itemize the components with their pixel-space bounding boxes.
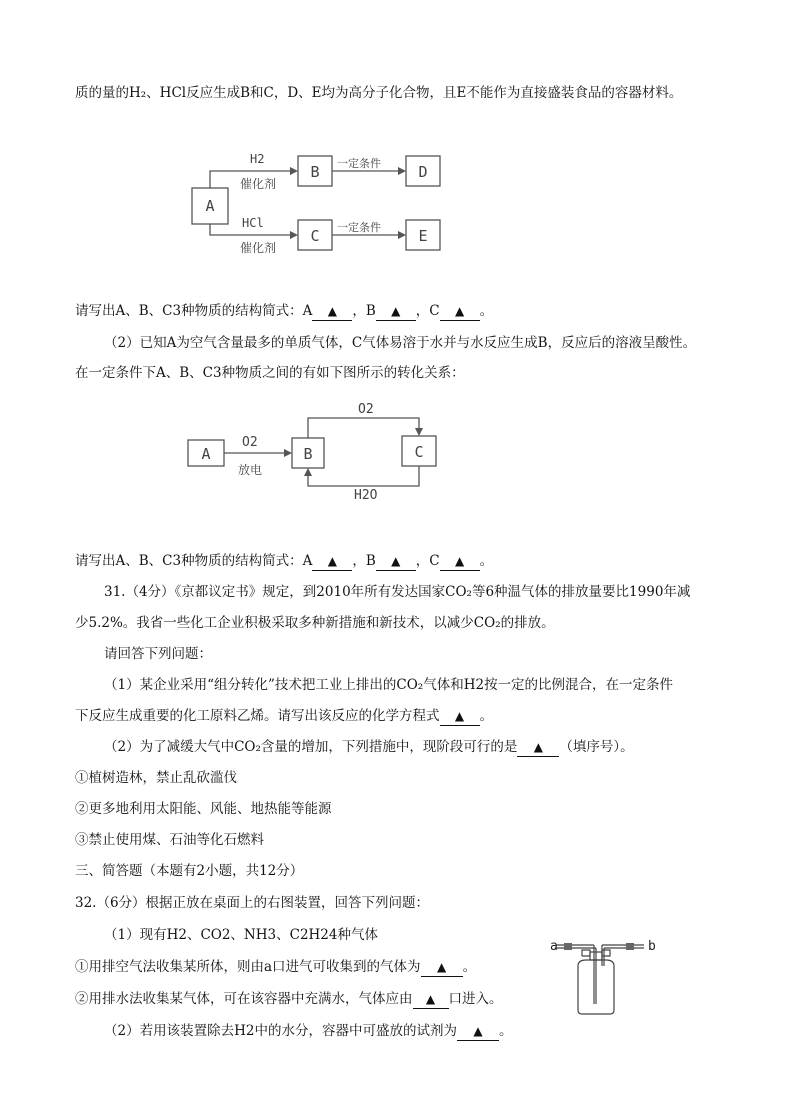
intro-text: 质的量的H₂、HCl反应生成B和C，D、E均为高分子化合物，且E不能作为直接盛装食品的容器材料。: [75, 85, 683, 101]
diagram2-discharge: 放电: [238, 463, 263, 477]
diagram1-condition-upper: 一定条件: [337, 157, 381, 170]
arrow-b-to-c: [308, 418, 419, 438]
part2-line1: （2）已知A为空气含量最多的单质气体，C气体易溶于水并与水反应生成B，反应后的溶液呈酸性。: [104, 335, 697, 351]
arrow-c-to-b: [308, 466, 419, 486]
diagram1-upper-reagent: H2: [250, 152, 265, 166]
port-a-label: a: [550, 939, 558, 954]
diagram1-node-a: A: [205, 197, 215, 215]
answer-blank: ▲: [517, 738, 559, 757]
diagram1-lower-reagent: HCl: [242, 216, 264, 230]
q31-option-2: ②更多地利用太阳能、风能、地热能等能源: [75, 801, 332, 817]
diagram1-node-d: D: [418, 163, 428, 181]
q2-answer-line: 请写出A、B、C3种物质的结构简式：A ▲ ，B ▲ ，C ▲ 。: [75, 553, 494, 569]
q31-line2: 少5.2%。我省一些化工企业积极采取多种新措施和新技术，以减少CO₂的排放。: [75, 615, 555, 631]
port-b-label: b: [648, 939, 656, 954]
q32-line3: ①用排空气法收集某所体，则由a口进气可收集到的气体为 ▲ 。: [75, 959, 477, 975]
diagram1-catalyst-lower: 催化剂: [240, 241, 277, 255]
diagram2-h2o: H2O: [354, 488, 378, 503]
q31-line5: 下反应生成重要的化工原料乙烯。请写出该反应的化学方程式 ▲ 。: [75, 708, 493, 724]
answer-blank: ▲: [312, 302, 352, 321]
answer-blank: ▲: [440, 707, 480, 726]
q31-line6: （2）为了减缓大气中CO₂含量的增加，下列措施中，现阶段可行的是 ▲ （填序号）。: [104, 739, 634, 755]
diagram2-node-a: A: [201, 445, 211, 463]
q31-line4: （1）某企业采用“组分转化”技术把工业上排出的CO₂气体和H2按一定的比例混合，在一定条件: [104, 677, 674, 693]
diagram2-o2-top: O2: [358, 402, 374, 417]
q31-option-1: ①植树造林，禁止乱砍滥伐: [75, 770, 237, 786]
q32-line2: （1）现有H2、CO2、NH3、C2H24种气体: [104, 927, 378, 943]
diagram2-node-b: B: [303, 445, 313, 463]
diagram1-node-b: B: [310, 163, 320, 181]
section3-heading: 三、简答题（本题有2小题，共12分）: [75, 863, 304, 879]
q1-answer-line: 请写出A、B、C3种物质的结构简式：A ▲ ，B ▲ ，C ▲ 。: [75, 303, 494, 319]
q32-line4: ②用排水法收集某气体，可在该容器中充满水，气体应由 ▲ 口进入。: [75, 991, 503, 1007]
diagram2-o2-left: O2: [242, 435, 258, 450]
diagram1-node-c: C: [310, 227, 320, 245]
answer-blank: ▲: [421, 958, 463, 977]
answer-blank: ▲: [376, 552, 416, 571]
q31-line3: 请回答下列问题：: [104, 646, 212, 662]
diagram1-condition-lower: 一定条件: [337, 221, 381, 234]
answer-blank: ▲: [376, 302, 416, 321]
part2-line2: 在一定条件下A、B、C3种物质之间的有如下图所示的转化关系：: [75, 365, 465, 381]
gas-bottle-apparatus: [550, 936, 676, 1016]
diagram1-node-e: E: [418, 227, 428, 245]
answer-blank: ▲: [440, 302, 480, 321]
reaction-diagram-2: [186, 398, 446, 503]
answer-blank: ▲: [413, 990, 449, 1009]
q31-option-3: ③禁止使用煤、石油等化石燃料: [75, 832, 264, 848]
q32-line1: 32.（6分）根据正放在桌面上的右图装置，回答下列问题：: [75, 895, 430, 911]
diagram1-catalyst-upper: 催化剂: [240, 177, 277, 191]
diagram2-node-c: C: [414, 443, 424, 461]
q31-line1: 31.（4分）《京都议定书》规定，到2010年所有发达国家CO₂等6种温气体的排放量要比1990年减: [104, 584, 691, 600]
q32-line5: （2）若用该装置除去H2中的水分，容器中可盛放的试剂为 ▲ 。: [104, 1023, 513, 1039]
answer-blank: ▲: [440, 552, 480, 571]
answer-blank: ▲: [312, 552, 352, 571]
answer-blank: ▲: [457, 1022, 499, 1041]
reaction-diagram-1: [188, 148, 448, 258]
